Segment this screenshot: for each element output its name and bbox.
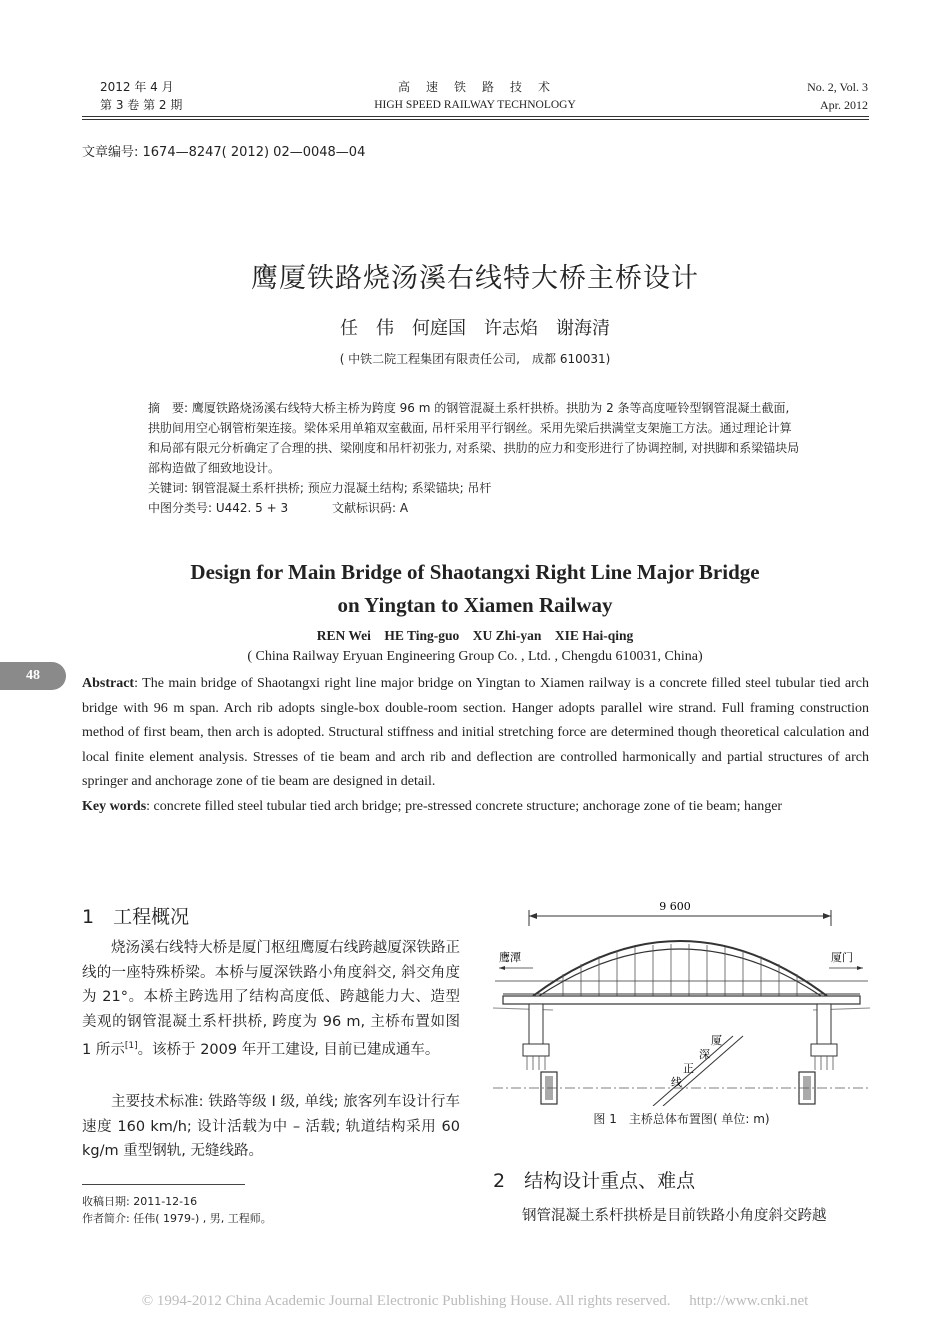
keywords-en-label: Key words [82,798,147,814]
section-2-paragraph-1: 钢管混凝土系杆拱桥是目前铁路小角度斜交跨越 [522,1208,827,1224]
affiliation-en: ( China Railway Eryuan Engineering Group Co. , Ltd. , Chengdu 610031, China) [247,649,703,664]
footnote-author: 作者简介: 任伟( 1979-) , 男, 工程师。 [82,1212,272,1225]
header-rule [82,116,869,117]
label-xiamen: 厦门 [831,951,853,964]
doc-code-cn: 文献标识码: A [331,501,409,515]
tie-beam [503,996,860,1004]
citation-ref[interactable]: [1] [124,1041,138,1051]
page-number-tab: 48 [0,662,66,690]
abstract-cn: 摘 要: 鹰厦铁路烧汤溪右线特大桥主桥为跨度 96 m 的钢管混凝土系杆拱桥。拱肋为 2 条等高度哑铃型钢管混凝土截面, 拱肋间用空心钢管桁架连接。梁体采用单箱双室截面, 吊杆采用平行钢丝。采用先梁后拱满堂支架施工方法。通过理论计算和局部有限元分析确定了合理的拱、梁刚度和吊杆初张力, 对系梁、拱肋的应力和变形进行了协调控制, 对拱脚和系梁锚块局部构造做了细致地设计。 [148,401,800,475]
svg-text:深: 深 [699,1048,710,1061]
svg-text:正: 正 [683,1062,694,1075]
footnote-rule [82,1184,245,1185]
para1-text: 烧汤溪右线特大桥是厦门枢纽鹰厦右线跨越厦深铁路正线的一座特殊桥梁。本桥与厦深铁路小角度斜交, 斜交角度为 21°。本桥主跨选用了结构高度低、跨越能力大、造型美观的钢管混凝土系杆拱桥, 跨度为 96 m, 主桥布置如图 1 所示 [82,940,460,1058]
svg-text:厦: 厦 [711,1034,722,1047]
bridge-layout-diagram [493,896,870,1106]
title-en-line1: Design for Main Bridge of Shaotangxi Right Line Major Bridge [190,560,760,584]
section-2-heading: 2 结构设计重点、难点 [493,1170,696,1192]
keywords-en [82,795,869,820]
section-1-paragraph-2: 主要技术标准: 铁路等级 I 级, 单线; 旅客列车设计行车速度 160 km/h; 设计活载为中 – 活载; 轨道结构采用 60 kg/m 重型钢轨, 无缝线路。 [82,1094,460,1159]
section-1-heading: 1 工程概况 [82,906,190,928]
span-label: 9 600 [659,900,691,913]
footnote-received: 收稿日期: 2011-12-16 [82,1195,198,1208]
title-en [100,556,850,622]
svg-text:线: 线 [671,1076,682,1089]
keywords-cn: 关键词: 钢管混凝土系杆拱桥; 预应力混凝土结构; 系梁锚块; 吊杆 [148,481,492,495]
header-date: 2012 年 4 月 第 3 卷 第 2 期 [100,80,183,112]
section-1-paragraph-1 [82,936,460,1062]
header-issue: No. 2, Vol. 3 Apr. 2012 [807,80,868,112]
title-en-line2: on Yingtan to Xiamen Railway [337,593,613,617]
figure-1-caption: 图 1 主桥总体布置图( 单位: m) [593,1112,770,1126]
pier-left [529,1004,543,1044]
abstract-cn-block [148,398,803,518]
figure-1 [493,896,870,1126]
copyright-footer: © 1994-2012 China Academic Journal Electronic Publishing House. All rights reserved. http://www.cnki.net [141,1293,809,1309]
label-yingtan: 鹰潭 [499,951,521,964]
para1-end: 。该桥于 2009 年开工建设, 目前已建成通车。 [137,1041,440,1058]
classification-cn: 中图分类号: U442. 5 + 3 [148,501,289,515]
abstract-en-label: Abstract [82,676,135,691]
hangers [563,944,797,996]
affiliation-cn: ( 中铁二院工程集团有限责任公司, 成都 610031) [339,352,611,366]
authors-cn: 任 伟 何庭国 许志焰 谢海清 [340,318,610,339]
keywords-en-text: : concrete filled steel tubular tied arch bridge; pre-stressed concrete structure; anchorage zone of tie beam; hanger [146,798,783,814]
abstract-en [82,672,869,795]
abstract-en-block [82,672,869,819]
abstract-en-text: : The main bridge of Shaotangxi right line major bridge on Yingtan to Xiamen railway is a concrete filled steel tubular tied arch bridge with 96 m span. Arch rib adopts single-box double-room section. Hanger adopts parallel wire strand. Full framing construction method of first beam, then arch is adopted. Structural stiffness and initial stretching force are determined though theoretical calculation and local finite element analysis. Stresses of tie beam and arch rib and deflection are controlled harmonically and partial structures of arch springer and anchorage zone of tie beam are designed in detail. [82,676,869,789]
authors-en: REN Wei HE Ting-guo XU Zhi-yan XIE Hai-qing [316,628,634,643]
header-rule-2 [82,119,869,120]
classification-row [148,498,803,518]
pier-right [817,1004,831,1044]
article-number: 文章编号: 1674—8247( 2012) 02—0048—04 [82,145,366,160]
title-cn: 鹰厦铁路烧汤溪右线特大桥主桥设计 [251,263,699,294]
journal-name: 高 速 铁 路 技 术 HIGH SPEED RAILWAY TECHNOLOGY [374,80,576,111]
